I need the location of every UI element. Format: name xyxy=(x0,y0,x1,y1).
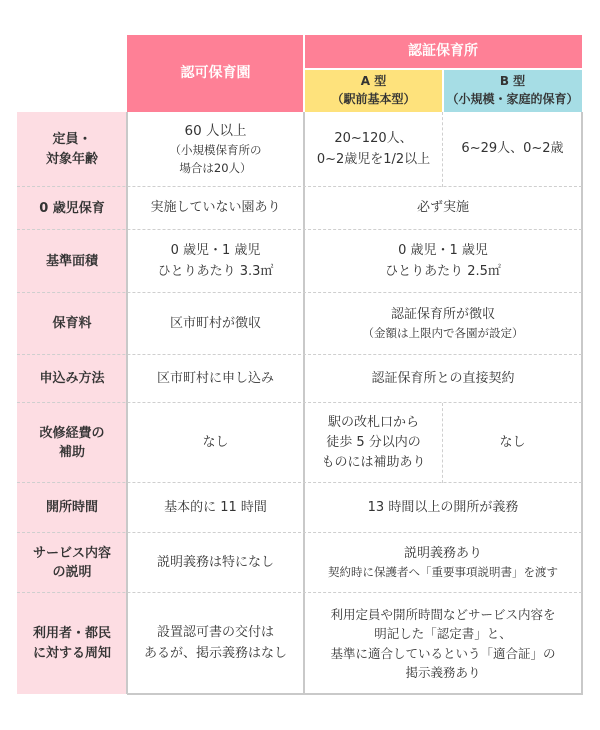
cell-text: 利用定員や開所時間などサービス内容を xyxy=(330,606,556,622)
cell-text: 区市町村に申し込み xyxy=(156,370,274,386)
type-b-subtitle: （小規模・家庭的保育） xyxy=(446,91,579,106)
row-label: の説明 xyxy=(52,565,92,580)
cell-text: 基準に適合しているという「適合証」の xyxy=(330,645,556,661)
cell-teiin-a xyxy=(304,112,443,187)
cell-teiin-ninka xyxy=(127,112,304,187)
cell-moushikomi-ninsho xyxy=(304,355,582,403)
row-label: 改修経費の xyxy=(39,425,105,441)
cell-text: 13 時間以上の開所が義務 xyxy=(367,499,519,515)
row-divider xyxy=(17,186,582,187)
cell-text: ものには補助あり xyxy=(321,455,426,471)
cell-text: 6~29人、0~2歳 xyxy=(461,141,564,157)
header-type-b xyxy=(443,69,582,112)
row-label: 0 歳児保育 xyxy=(39,200,105,216)
cell-text: 場合は20人） xyxy=(179,160,252,175)
cell-text: 掲示義務あり xyxy=(405,664,481,680)
header-type-a xyxy=(304,69,443,112)
cell-text: ひとりあたり 2.5㎡ xyxy=(385,263,501,279)
cell-text: 必ず実施 xyxy=(416,200,469,216)
row-label: 利用者・都民 xyxy=(32,626,111,641)
cell-text: 明記した「認定書」と、 xyxy=(374,626,512,642)
table-border xyxy=(303,112,305,694)
table-border xyxy=(127,693,583,695)
row-label: に対する周知 xyxy=(32,645,111,661)
cell-text: 0~2歳児を1/2以上 xyxy=(316,151,431,167)
cell-menseki-ninka xyxy=(127,230,304,293)
type-b-title: B 型 xyxy=(499,74,526,89)
cell-kaishu-a xyxy=(304,403,443,483)
cell-text: 60 人以上 xyxy=(184,123,247,140)
header-divider xyxy=(303,35,305,112)
row-head-menseki xyxy=(17,230,127,293)
cell-text: 実施していない園あり xyxy=(150,200,281,216)
cell-text: （金額は上限内で各園が設定） xyxy=(362,326,524,341)
row-divider xyxy=(17,354,582,355)
row-label: サービス内容 xyxy=(32,545,111,561)
row-divider xyxy=(17,592,582,593)
row-head-service xyxy=(17,533,127,593)
type-a-subtitle: （駅前基本型） xyxy=(331,91,416,106)
row-divider xyxy=(17,482,582,483)
header-ninka xyxy=(127,35,304,112)
cell-text: 認証保育所との直接契約 xyxy=(371,370,515,386)
type-divider xyxy=(442,112,443,187)
cell-zero-ninka xyxy=(127,187,304,230)
cell-text: ひとりあたり 3.3㎡ xyxy=(157,263,274,279)
cell-text: 説明義務は特になし xyxy=(156,554,274,570)
cell-kaishu-ninka xyxy=(127,403,304,483)
type-divider xyxy=(442,403,443,483)
cell-text: 駅の改札口から xyxy=(327,414,419,430)
header-divider xyxy=(442,69,444,112)
header-ninka-label: 認可保育園 xyxy=(180,64,251,81)
row-head-kaishu xyxy=(17,403,127,483)
row-head-kaisho xyxy=(17,483,127,533)
row-label: 基準面積 xyxy=(45,253,98,269)
cell-text: 0 歳児・1 歳児 xyxy=(398,243,488,259)
cell-service-ninka xyxy=(127,533,304,593)
header-ninsho-label: 認証保育所 xyxy=(408,43,478,60)
cell-text: あるが、掲示義務はなし xyxy=(143,645,287,661)
cell-text: 認証保育所が徴収 xyxy=(390,307,495,323)
row-head-zero xyxy=(17,187,127,230)
table-border xyxy=(581,112,583,694)
row-head-moushikomi xyxy=(17,355,127,403)
row-label: 申込み方法 xyxy=(39,371,105,387)
cell-text: 説明義務あり xyxy=(403,546,482,562)
row-label: 対象年齢 xyxy=(45,151,98,167)
cell-text: 設置認可書の交付は xyxy=(156,625,274,641)
row-label: 補助 xyxy=(58,445,85,460)
cell-text: 基本的に 11 時間 xyxy=(164,499,267,515)
row-head-shuchi xyxy=(17,593,127,694)
cell-text: 徒歩 5 分以内の xyxy=(326,434,421,450)
cell-text: （小規模保育所の xyxy=(169,143,262,158)
row-divider xyxy=(17,402,582,403)
cell-kaishu-b xyxy=(443,403,582,483)
cell-hoikuryo-ninka xyxy=(127,293,304,355)
row-head-hoikuryo xyxy=(17,293,127,355)
cell-zero-ninsho xyxy=(304,187,582,230)
row-divider xyxy=(17,292,582,293)
table-border xyxy=(126,112,128,694)
cell-text: 0 歳児・1 歳児 xyxy=(170,243,261,259)
row-divider xyxy=(17,229,582,230)
cell-teiin-b xyxy=(443,112,582,187)
row-divider xyxy=(17,532,582,533)
cell-service-ninsho xyxy=(304,533,582,593)
row-label: 開所時間 xyxy=(45,500,98,516)
cell-text: なし xyxy=(499,434,526,450)
cell-text: 区市町村が徴収 xyxy=(169,315,261,331)
row-label: 定員・ xyxy=(52,132,92,147)
cell-text: なし xyxy=(202,434,229,450)
cell-kaisho-ninka xyxy=(127,483,304,533)
type-a-title: A 型 xyxy=(360,74,387,89)
cell-text: 契約時に保護者へ「重要事項説明書」を渡す xyxy=(328,565,558,580)
cell-moushikomi-ninka xyxy=(127,355,304,403)
row-head-teiin xyxy=(17,112,127,187)
row-label: 保育料 xyxy=(52,316,92,332)
cell-shuchi-ninsho xyxy=(304,593,582,694)
cell-menseki-ninsho xyxy=(304,230,582,293)
cell-text: 20~120人、 xyxy=(334,131,413,147)
cell-kaisho-ninsho xyxy=(304,483,582,533)
cell-hoikuryo-ninsho xyxy=(304,293,582,355)
header-ninsho xyxy=(304,35,582,69)
cell-shuchi-ninka xyxy=(127,593,304,694)
